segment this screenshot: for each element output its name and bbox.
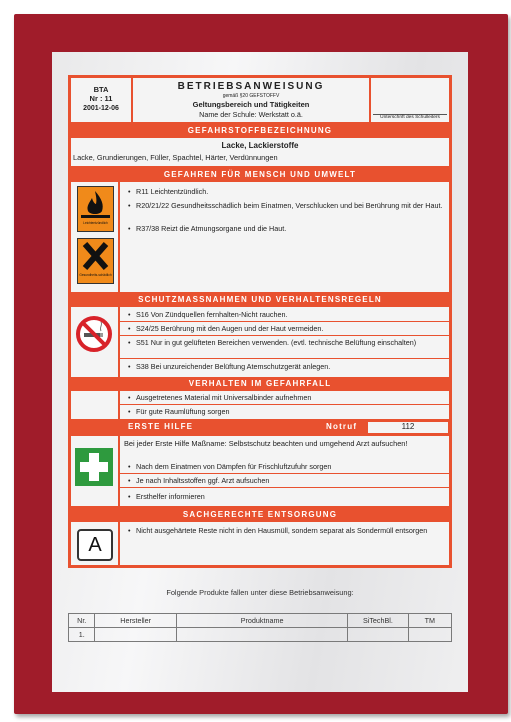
page-title: BETRIEBSANWEISUNG: [177, 81, 325, 92]
hilfe-item: • Ersthelfer informieren: [128, 492, 446, 501]
section-title-hilfe: [68, 422, 452, 434]
hilfe-text-box: [120, 436, 449, 506]
hilfe-item: • Nach dem Einatmen von Dämpfen für Frischluftzufuhr sorgen: [128, 462, 446, 471]
cell-nr: 1.: [69, 628, 95, 642]
col-tm: TM: [408, 614, 451, 628]
section-title-schutz: SCHUTZMASSNAHMEN UND VERHALTENSREGELN: [138, 295, 382, 304]
products-intro: Folgende Produkte fallen unter diese Betriebsanweisung:: [166, 588, 354, 597]
divider: [120, 335, 449, 336]
gefahren-item: • R11 Leichtentzündlich.: [128, 187, 446, 196]
schutz-text-box: [120, 307, 449, 377]
entsorgung-icon-box: [71, 522, 118, 565]
verhalten-item: • Für gute Raumlüftung sorgen: [128, 407, 446, 416]
date-label: 2001-12-06: [83, 105, 119, 112]
harmful-label: Gesundheits-schädlich: [79, 273, 112, 277]
cell-produktname[interactable]: [176, 628, 347, 642]
no-smoking-icon: [75, 315, 113, 353]
section-title-entsorgung: SACHGERECHTE ENTSORGUNG: [182, 510, 338, 519]
divider: [120, 404, 449, 405]
first-aid-icon: [75, 448, 113, 486]
schutz-item: • S38 Bei unzureichender Belüftung Atemschutzgerät anlegen.: [128, 362, 446, 371]
schutz-item: • S16 Von Zündquellen fernhalten-Nicht rauchen.: [128, 310, 446, 319]
gefahren-text-box: [120, 182, 449, 292]
bta-label: BTA: [93, 85, 109, 94]
col-hersteller: Hersteller: [95, 614, 176, 628]
gefahren-item: • R20/21/22 Gesundheitsschädlich beim Einatmen, Verschlucken und bei Berührung mit der Haut.: [128, 201, 446, 210]
notruf-number: 112: [401, 422, 415, 431]
hilfe-item: • Je nach Inhaltsstoffen ggf. Arzt aufsuchen: [128, 476, 446, 485]
subtitle: gemäß §20 GEFSTOFFV: [222, 93, 280, 99]
divider: [120, 321, 449, 322]
signature-cell: [371, 78, 449, 122]
notruf-label: Notruf: [326, 422, 358, 431]
col-produktname: Produktname: [176, 614, 347, 628]
divider: [120, 487, 449, 488]
substance-name: Lacke, Lackierstoffe: [221, 141, 299, 150]
section-title-verhalten: VERHALTEN IM GEFAHRFALL: [188, 379, 332, 388]
col-sitechbl: SiTechBl.: [348, 614, 408, 628]
verhalten-icon-box: [71, 391, 118, 419]
disposal-badge: A: [77, 529, 113, 561]
hilfe-title: ERSTE HILFE: [128, 422, 194, 431]
section-title-gefahrstoff: GEFAHRSTOFFBEZEICHNUNG: [187, 126, 333, 135]
flame-icon: [78, 187, 113, 221]
x-cross-icon: [78, 239, 113, 273]
scope-label: Geltungsbereich und Tätigkeiten: [192, 100, 310, 109]
schutz-item: • S24/25 Berührung mit den Augen und der Haut vermeiden.: [128, 324, 446, 333]
schutz-icon-box: [71, 307, 118, 377]
gefahren-icon-box: [71, 182, 118, 292]
section-title-gefahren: GEFAHREN FÜR MENSCH UND UMWELT: [163, 170, 357, 179]
cell-hersteller[interactable]: [95, 628, 176, 642]
table-header-row: [69, 614, 452, 628]
school-label: Name der Schule: Werkstatt o.ä.: [199, 110, 303, 119]
entsorgung-item: • Nicht ausgehärtete Reste nicht in den Hausmüll, sondern separat als Sondermüll entsorgen: [128, 526, 446, 535]
entsorgung-text-box: [120, 522, 449, 565]
col-nr: Nr.: [69, 614, 95, 628]
verhalten-item: • Ausgetretenes Material mit Universalbinder aufnehmen: [128, 393, 446, 402]
flame-label: Leichtentzündlich: [83, 221, 108, 225]
cell-sitechbl[interactable]: [348, 628, 408, 642]
operating-instructions: [68, 75, 452, 568]
header-id-cell: [71, 78, 131, 122]
gefahren-item: • R37/38 Reizt die Atmungsorgane und die Haut.: [128, 224, 446, 233]
schutz-item: • S51 Nur in gut gelüfteten Bereichen verwenden. (evtl. technische Belüftung einschalten): [128, 338, 446, 347]
substance-list: Lacke, Grundierungen, Füller, Spachtel, Härter, Verdünnungen: [73, 153, 278, 162]
header-title-cell: [133, 78, 369, 122]
verhalten-text-box: [120, 391, 449, 419]
signature-label: Unterschrift des Schulleiters: [380, 115, 440, 120]
products-table: [68, 613, 452, 642]
flammable-pictogram: [77, 186, 114, 232]
hilfe-intro: Bei jeder Erste Hilfe Maßname: Selbstschutz beachten und umgehend Arzt aufsuchen!: [124, 439, 408, 448]
cell-tm[interactable]: [408, 628, 451, 642]
divider: [120, 358, 449, 359]
harmful-pictogram: [77, 238, 114, 284]
nr-label: Nr : 11: [89, 94, 113, 103]
table-row: [69, 628, 452, 642]
hilfe-icon-box: [71, 436, 118, 506]
gefahrstoff-box: [71, 138, 449, 166]
divider: [120, 473, 449, 474]
